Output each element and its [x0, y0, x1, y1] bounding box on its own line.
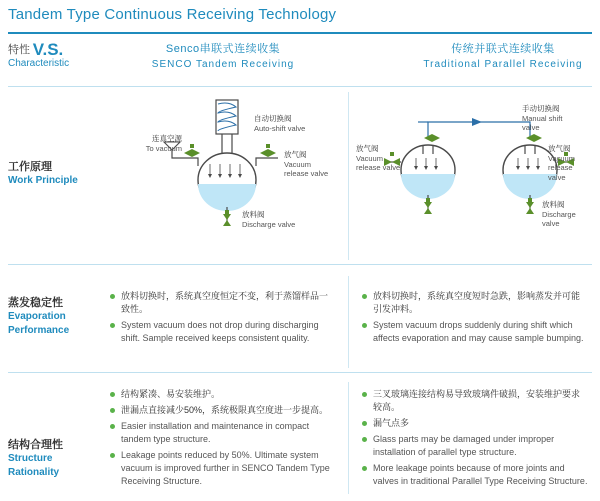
structure-right-list — [362, 388, 588, 491]
label-release-valve-right-right-en2: release valve — [548, 163, 573, 182]
section-evaporation-en: Evaporation — [8, 311, 66, 322]
header-senco-cn: Senco串联式连续收集 — [165, 43, 281, 55]
label-vacuum-release-valve-left-en2: release valve — [284, 169, 329, 178]
label-manual-shift-valve-en2: valve — [522, 123, 540, 132]
label-release-valve-right-left-en: Vacuum — [356, 153, 383, 163]
page-title: Tandem Type Continuous Receiving Technology — [8, 6, 337, 23]
column-divider-evaporation — [348, 276, 349, 368]
label-to-vacuum-en: To vacuum — [145, 143, 182, 153]
label-discharge-valve-right-cn: 放料阀 — [542, 200, 565, 209]
work-principle-diagram — [110, 92, 592, 252]
label-to-vacuum — [126, 134, 182, 153]
discharge-valve-right-symbol — [526, 198, 534, 214]
label-vacuum-release-valve-left — [284, 150, 328, 179]
label-auto-shift-valve-cn: 自动切换阀 — [254, 114, 292, 123]
structure-left-list — [110, 388, 336, 491]
list-item: Easier installation and maintenance in compact tandem type structure. — [110, 420, 336, 446]
discharge-valve-left-symbol — [424, 198, 432, 214]
list-item: System vacuum drops suddenly during shift which affects evaporation and may cause sample bumping. — [362, 319, 588, 345]
title-underline — [8, 32, 592, 34]
section-work-principle-en: Work Principle — [8, 175, 78, 186]
auto-shift-valve-symbol — [184, 144, 200, 157]
header-traditional-cn: 传统并联式连续收集 — [451, 43, 555, 55]
list-item: 三叉玻璃连接结构易导致玻璃件破损，安装维护要求较高。 — [362, 388, 588, 414]
section-label-work-principle — [8, 160, 104, 188]
label-manual-shift-valve-en: Manual shift — [522, 113, 563, 123]
column-divider-structure — [348, 382, 349, 494]
list-item: 结构紧凑、易安装维护。 — [110, 388, 336, 401]
section-structure-en2: Rationality — [8, 467, 60, 478]
section-evaporation-en2: Performance — [8, 325, 70, 336]
label-discharge-valve-right — [542, 200, 592, 229]
header-senco-en: SENCO Tandem Receiving — [151, 59, 295, 70]
label-auto-shift-valve-en: Auto-shift valve — [254, 123, 306, 133]
list-item: 放料切换时，系统真空度短时急跌，影响蒸发并可能引发冲料。 — [362, 290, 588, 316]
section-work-principle-cn: 工作原理 — [8, 161, 52, 173]
label-auto-shift-valve — [254, 114, 305, 133]
label-discharge-valve-left-en: Discharge valve — [242, 219, 296, 229]
label-release-valve-right-right-en: Vacuum — [548, 153, 575, 163]
list-item: Leakage points reduced by 50%. Ultimate system vacuum is improved further in SENCO Tandem Type Receiving Structure. — [110, 449, 336, 488]
list-item: System vacuum does not drop during discharging shift. Sample received keeps consistent quality. — [110, 319, 336, 345]
label-release-valve-right-left — [356, 144, 400, 173]
label-manual-shift-valve-cn: 手动切换阀 — [522, 104, 560, 113]
section-label-evaporation — [8, 296, 104, 338]
label-vacuum-release-valve-left-cn: 放气阀 — [284, 150, 307, 159]
header-traditional-column — [408, 42, 598, 72]
list-item: 泄漏点直接减少50%，系统极限真空度进一步提高。 — [110, 404, 336, 417]
label-release-valve-right-right-cn: 放气阀 — [548, 144, 571, 153]
vacuum-release-valve-symbol — [260, 144, 276, 157]
header-traditional-en: Traditional Parallel Receiving — [423, 59, 583, 70]
section-label-structure — [8, 438, 104, 480]
label-manual-shift-valve — [522, 104, 562, 133]
manual-shift-valve-right-symbol — [526, 134, 542, 142]
comparison-header — [8, 40, 592, 84]
section-structure-en: Structure — [8, 453, 53, 464]
label-discharge-valve-right-en: Discharge valve — [542, 209, 576, 228]
title-bar — [0, 0, 600, 34]
label-release-valve-right-right — [548, 144, 592, 182]
evaporation-left-list — [110, 290, 336, 348]
evaporation-right-list — [362, 290, 588, 348]
label-release-valve-right-left-cn: 放气阀 — [356, 144, 379, 153]
header-vs: V.S. — [32, 40, 64, 59]
section-structure-cn: 结构合理性 — [8, 439, 63, 451]
header-divider — [8, 86, 592, 87]
header-characteristic-cn: 特性 — [8, 44, 30, 56]
manual-shift-valve-left-symbol — [424, 134, 440, 142]
label-release-valve-right-left-en2: release valve — [356, 163, 401, 172]
discharge-valve-symbol — [223, 210, 231, 226]
label-vacuum-release-valve-left-en: Vacuum — [284, 159, 311, 169]
label-discharge-valve-left — [242, 210, 295, 229]
divider-after-work-principle — [8, 264, 592, 265]
list-item: More leakage points because of more joints and valves in traditional Parallel Type Receiving Structure. — [362, 462, 588, 488]
label-to-vacuum-cn: 连真空源 — [152, 134, 182, 143]
list-item: Glass parts may be damaged under improper installation of parallel type structure. — [362, 433, 588, 459]
list-item: 漏气点多 — [362, 417, 588, 430]
header-senco-column — [118, 42, 328, 72]
header-characteristic-en: Characteristic — [8, 58, 70, 69]
list-item: 放料切换时，系统真空度恒定不变，利于蒸馏样品一致性。 — [110, 290, 336, 316]
header-characteristic-label — [8, 43, 98, 71]
label-discharge-valve-left-cn: 放料阀 — [242, 210, 265, 219]
divider-after-evaporation — [8, 372, 592, 373]
section-evaporation-cn: 蒸发稳定性 — [8, 297, 63, 309]
